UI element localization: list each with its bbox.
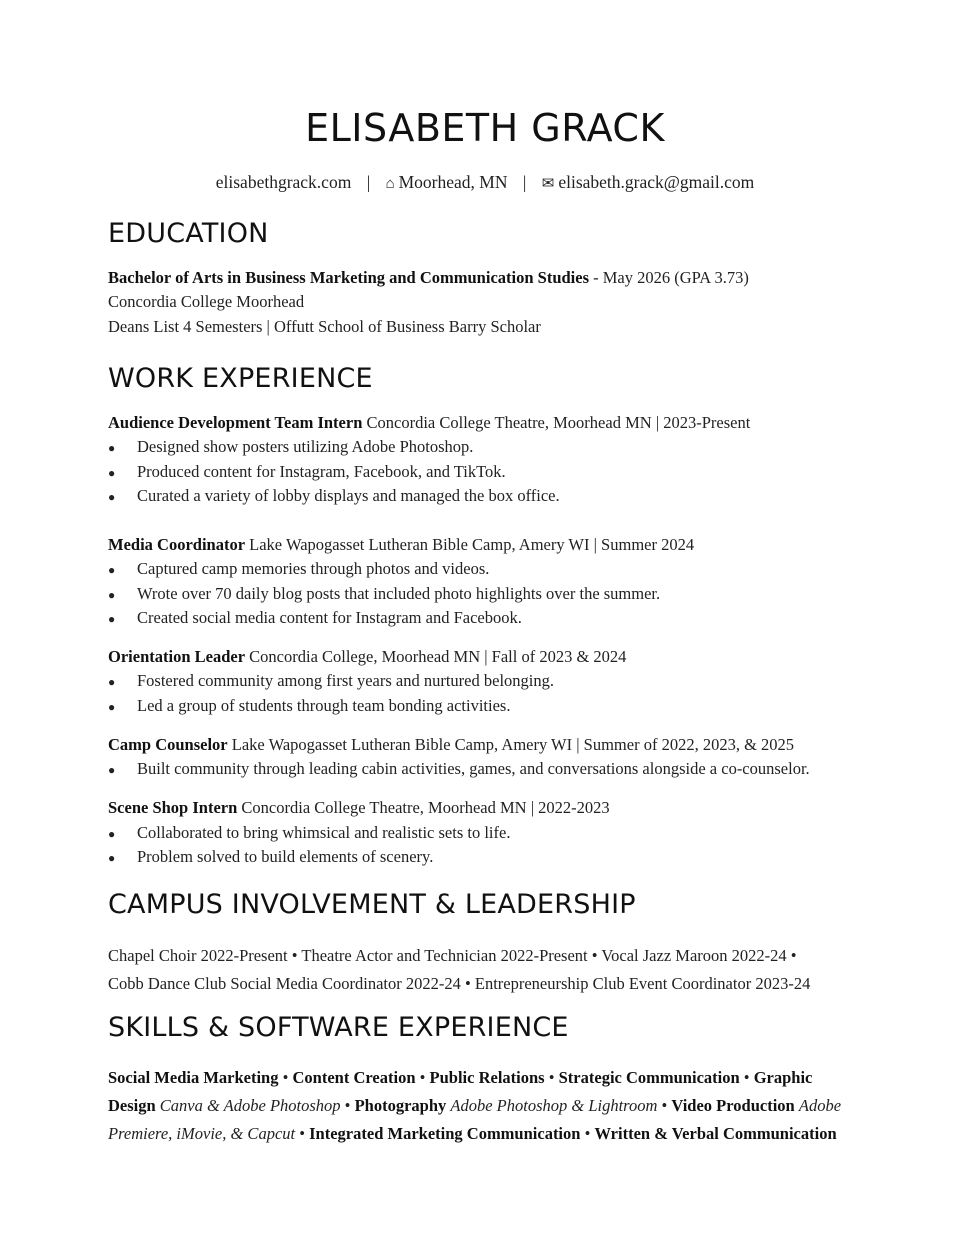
separator: | (366, 172, 371, 192)
job-title: Orientation Leader (108, 647, 246, 666)
honors-line: Deans List 4 Semesters | Offutt School of Business Barry Scholar (108, 317, 541, 336)
education-heading: EDUCATION (108, 218, 269, 249)
campus-line: Cobb Dance Club Social Media Coordinator 2022-24 • Entrepreneurship Club Event Coordinator 2023-24 (108, 974, 811, 993)
skills-line: Design Canva & Adobe Photoshop • Photography Adobe Photoshop & Lightroom • Video Production Adobe (108, 1096, 842, 1115)
job-detail: Concordia College Theatre, Moorhead MN | 2023-Present (362, 413, 751, 432)
job-bullet: ● Fostered community among first years and nurtured belonging. (108, 671, 554, 690)
job-bullet: ● Curated a variety of lobby displays and managed the box office. (108, 486, 560, 505)
contact-line (0, 172, 970, 193)
degree-detail: - May 2026 (GPA 3.73) (589, 268, 749, 287)
job-detail: Lake Wapogasset Lutheran Bible Camp, Amery WI | Summer 2024 (245, 535, 695, 554)
resume-name: ELISABETH GRACK (305, 106, 665, 150)
job-title: Audience Development Team Intern (108, 413, 363, 432)
job-bullet: ● Produced content for Instagram, Facebook, and TikTok. (108, 462, 506, 481)
school-name: Concordia College Moorhead (108, 292, 305, 311)
job-header (108, 735, 794, 755)
job-header (108, 535, 694, 555)
job-bullet: ● Captured camp memories through photos and videos. (108, 559, 490, 578)
website-text: elisabethgrack.com (215, 172, 352, 192)
separator: | (522, 172, 527, 192)
skills-heading: SKILLS & SOFTWARE EXPERIENCE (108, 1012, 569, 1043)
job-bullet: ● Created social media content for Instagram and Facebook. (108, 608, 522, 627)
job-header (108, 798, 610, 818)
home-icon: ⌂ (385, 176, 395, 192)
campus-line: Chapel Choir 2022-Present • Theatre Actor and Technician 2022-Present • Vocal Jazz Maroon 2022-24 • (108, 946, 797, 965)
degree-title: Bachelor of Arts in Business Marketing and Communication Studies (108, 268, 589, 287)
location-text: Moorhead, MN (398, 172, 508, 192)
work-heading: WORK EXPERIENCE (108, 363, 373, 394)
campus-heading: CAMPUS INVOLVEMENT & LEADERSHIP (108, 889, 636, 920)
email-text: elisabeth.grack@gmail.com (558, 172, 755, 192)
job-detail: Concordia College, Moorhead MN | Fall of 2023 & 2024 (245, 647, 627, 666)
mail-icon: ✉ (541, 176, 555, 192)
job-detail: Concordia College Theatre, Moorhead MN | 2022-2023 (237, 798, 610, 817)
job-bullet: ● Collaborated to bring whimsical and realistic sets to life. (108, 823, 511, 842)
job-header (108, 413, 750, 433)
job-title: Scene Shop Intern (108, 798, 238, 817)
job-header (108, 647, 626, 667)
job-detail: Lake Wapogasset Lutheran Bible Camp, Amery WI | Summer of 2022, 2023, & 2025 (227, 735, 795, 754)
job-bullet: ● Problem solved to build elements of scenery. (108, 847, 434, 866)
skills-line: Social Media Marketing • Content Creation • Public Relations • Strategic Communication • Graphic (108, 1068, 813, 1087)
job-title: Camp Counselor (108, 735, 228, 754)
job-bullet: ● Designed show posters utilizing Adobe Photoshop. (108, 437, 474, 456)
degree-line (108, 268, 749, 288)
job-bullet: ● Wrote over 70 daily blog posts that included photo highlights over the summer. (108, 584, 661, 603)
job-bullet: ● Built community through leading cabin activities, games, and conversations alongside a co-counselor. (108, 759, 810, 778)
job-bullet: ● Led a group of students through team bonding activities. (108, 696, 511, 715)
skills-line: Premiere, iMovie, & Capcut • Integrated Marketing Communication • Written & Verbal Communication (108, 1124, 837, 1143)
job-title: Media Coordinator (108, 535, 246, 554)
